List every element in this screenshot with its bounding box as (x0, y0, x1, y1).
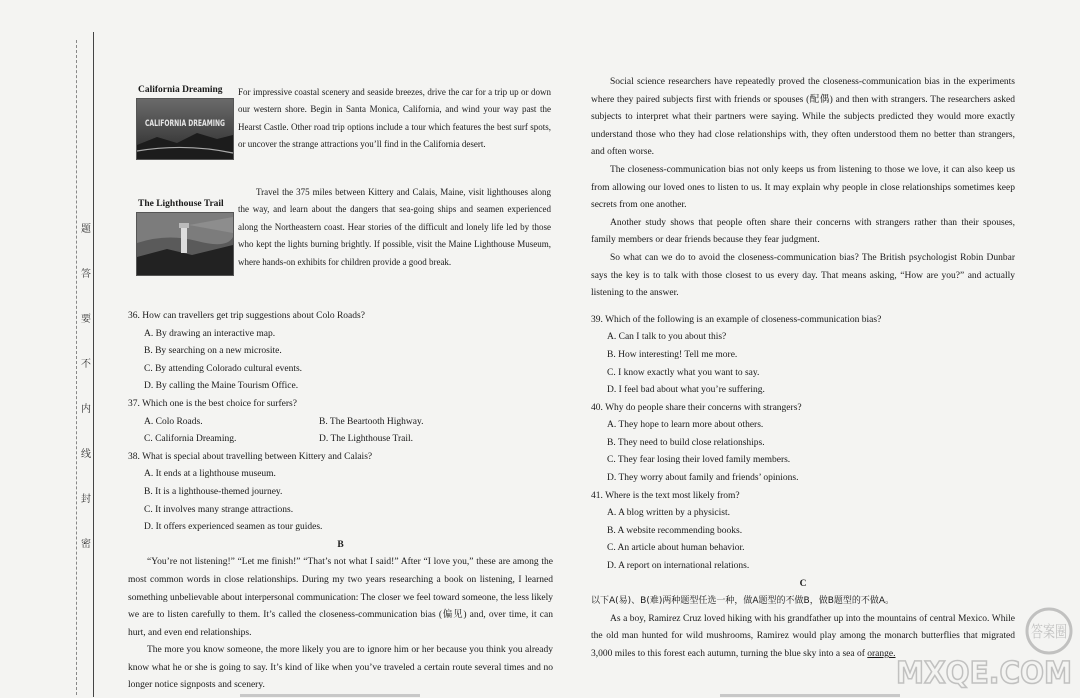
question-39-option: C. I know exactly what you want to say. (607, 367, 760, 378)
section-c-heading: C (799, 578, 807, 589)
question-40-stem: 40. Why do people share their concerns with strangers? (591, 402, 802, 413)
question-41-option: D. A report on international relations. (607, 561, 750, 572)
question-36-option: C. By attending Colorado cultural events. (144, 363, 303, 374)
question-36-option: B. By searching on a new microsite. (144, 346, 282, 357)
passage-b-paragraph: Social science researchers have repeatedly proved the closeness-communication bias in the experiments where they paired subjects first with friends or spouses (配偶) and then with strangers. The researchers asked subjects to interpret what their partners were saying. While the subjects predicted they would more exactly understand those who they had close relationships with, they often understood them no better than strangers, and often worse. (591, 77, 1015, 158)
question-41-option: C. An article about human behavior. (607, 543, 745, 554)
passage-b-paragraph: Another study shows that people often share their concerns with strangers rather than their spouses, family members or dear friends because they fear judgment. (591, 217, 1015, 246)
question-40-option: D. They worry about family and friends’ opinions. (607, 473, 799, 484)
watermark-badge-text: 答案圈 (1031, 622, 1067, 641)
binding-char: 线 (81, 449, 91, 460)
question-41-option: A. A blog written by a physicist. (607, 508, 730, 519)
question-36-option: D. By calling the Maine Tourism Office. (144, 381, 299, 392)
question-39-option: D. I feel bad about what you’re suffering. (607, 385, 765, 396)
binding-char: 封 (81, 494, 91, 505)
question-40-option: C. They fear losing their loved family members. (607, 455, 791, 466)
question-39-option: B. How interesting! Tell me more. (607, 349, 738, 360)
passage-c-text: As a boy, Ramirez Cruz loved hiking with his grandfather up into the mountains of central Mexico. While the old man hunted for wild mushrooms, Ramirez would play among the monarch butterflies that migrated 3,000 miles to this forest each autumn, turning the blue sky into a sea of (591, 613, 1015, 659)
passage-b-paragraph: The more you know someone, the more likely you are to ignore him or her because you think you already know what he or she is going to say. It’s kind of like when you’ve traveled a certain route several times and no longer notice signposts and scenery. (128, 645, 553, 691)
passage-b-paragraph: “You’re not listening!” “Let me finish!” “That’s not what I said!” After “I love you,” these are among the most common words in close relationships. During my two years researching a book on listening, I learned something unbelievable about interpersonal communication: The closer we feel toward someone, the less likely we are to listen carefully to them. It’s called the closeness-communication bias (偏见) and, over time, it can hurt, and even end relationships. (128, 557, 553, 638)
question-37-options-row (144, 431, 553, 449)
section-b-heading: B (337, 539, 344, 550)
question-37-options-row (144, 414, 553, 432)
ad-title: The Lighthouse Trail (138, 199, 224, 209)
question-37-option: C. California Dreaming. (144, 434, 237, 445)
question-37-option: B. The Beartooth Highway. (319, 416, 424, 427)
question-41-stem: 41. Where is the text most likely from? (591, 490, 740, 501)
question-38-option: C. It involves many strange attractions. (144, 504, 294, 515)
question-39-stem: 39. Which of the following is an example of closeness-communication bias? (591, 314, 882, 325)
passage-b-paragraph: So what can we do to avoid the closeness-communication bias? The British psychologist Robin Dunbar says the key is to talk with those closest to us every day. That means asking, “How are you?” and actually listening to the answer. (591, 252, 1015, 299)
question-36-stem: 36. How can travellers get trip suggestions about Colo Roads? (128, 311, 365, 321)
ad-title: California Dreaming (138, 85, 223, 95)
question-38-stem: 38. What is special about travelling between Kittery and Calais? (128, 451, 373, 462)
california-photo-caption: CALIFORNIA DREAMING (145, 119, 225, 129)
footer-mark (720, 694, 900, 697)
watermark-logo (884, 603, 1074, 693)
question-38-option: A. It ends at a lighthouse museum. (144, 469, 276, 480)
binding-char: 不 (81, 359, 91, 370)
lighthouse-photo (136, 212, 234, 276)
watermark-site-text: MXQE.COM (896, 656, 1072, 691)
section-c-instruction: 以下A(易)、B(难)两种题型任选一种，做A题型的不做B，做B题型的不做A。 (591, 596, 895, 607)
left-column (128, 82, 553, 695)
ad-california-dreaming (128, 82, 553, 180)
binding-char: 题 (81, 224, 91, 235)
question-38-option: D. It offers experienced seamen as tour guides. (144, 522, 323, 533)
ad-body: For impressive coastal scenery and seaside breezes, drive the car for a trip up or down our western shore. Begin in Santa Monica, California, and wind your way past the Hearst Castle. Other road trip options include a tour which features the best surf spots, or uncover the strange attractions you’ll find in the California desert. (238, 87, 551, 150)
binding-char: 密 (81, 539, 91, 550)
footer-mark (240, 694, 420, 697)
binding-char: 答 (81, 269, 91, 280)
question-37-option: D. The Lighthouse Trail. (319, 434, 414, 445)
question-37-option: A. Colo Roads. (144, 416, 203, 427)
california-photo (136, 98, 234, 160)
passage-c-underlined-word: orange. (867, 649, 896, 659)
passage-b-paragraph: The closeness-communication bias not only keeps us from listening to those we love, it can also keep us from allowing our loved ones to listen to us. It may explain why people in close relationships sometimes keep secrets from one another. (591, 164, 1015, 211)
question-39-option: A. Can I talk to you about this? (607, 332, 727, 343)
question-40-option: B. They need to build close relationships. (607, 437, 765, 448)
binding-char: 内 (81, 404, 91, 415)
binding-char: 要 (81, 314, 91, 325)
question-41-option: B. A website recommending books. (607, 525, 743, 536)
question-36-option: A. By drawing an interactive map. (144, 328, 276, 339)
question-38-option: B. It is a lighthouse-themed journey. (144, 486, 283, 497)
ad-body: Travel the 375 miles between Kittery and Calais, Maine, visit lighthouses along the way, and learn about the dangers that sea-going ships and seamen experienced along the Northeastern coast. Hear stories of the difficult and lonely life led by those who kept the lights burning brightly. If possible, visit the Maine Lighthouse Museum, where hands-on exhibits for children provide a good break. (238, 187, 551, 267)
right-column (591, 74, 1015, 664)
question-37-stem: 37. Which one is the best choice for surfers? (128, 398, 297, 409)
question-40-option: A. They hope to learn more about others. (607, 420, 764, 431)
ad-lighthouse-trail (128, 188, 553, 300)
